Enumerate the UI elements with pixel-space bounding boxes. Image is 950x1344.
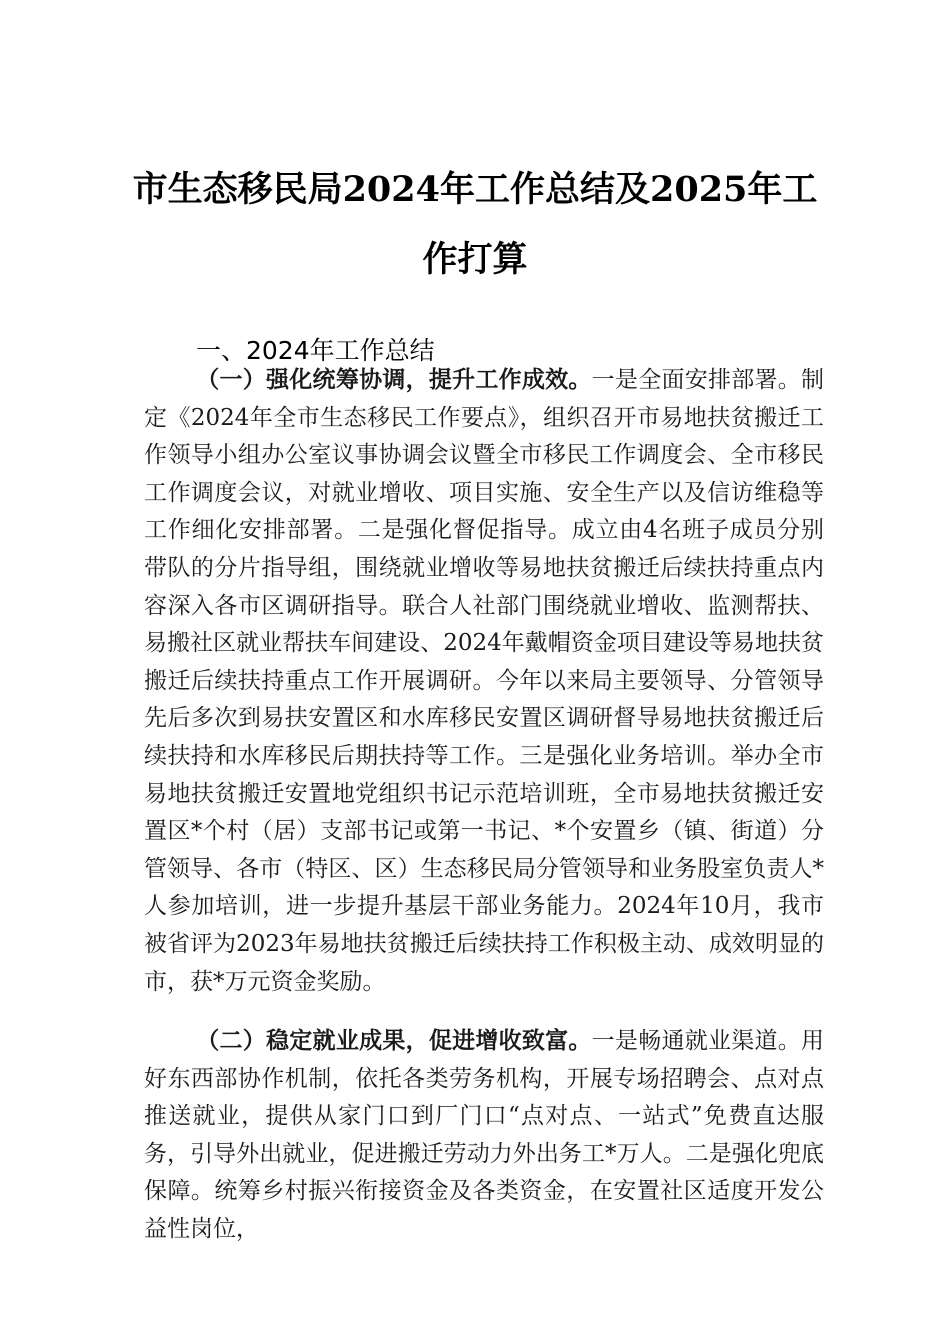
section-heading: 一、2024年工作总结 xyxy=(196,336,435,365)
document-title-line-1: 市生态移民局2024年工作总结及2025年工 xyxy=(132,169,818,210)
document-title-line-2: 作打算 xyxy=(422,239,528,280)
paragraph-2-lead: （二）稳定就业成果，促进增收致富。 xyxy=(196,1027,592,1054)
paragraph-1-lead: （一）强化统筹协调，提升工作成效。 xyxy=(196,366,592,393)
paragraph-1 xyxy=(144,361,824,1001)
paragraph-1-text: 一是全面安排部署。制定《2024年全市生态移民工作要点》，组织召开市易地扶贫搬迁工作领导小组办公室议事协调会议暨全市移民工作调度会、全市移民工作调度会议，对就业增收、项目实施、安全生产以及信访维稳等工作细化安排部署。二是强化督促指导。成立由4名班子成员分别带队的分片指导组，围绕就业增收等易地扶贫搬迁后续扶持重点内容深入各市区调研指导。联合人社部门围绕就业增收、监测帮扶、易搬社区就业帮扶车间建设、2024年戴帽资金项目建设等易地扶贫搬迁后续扶持重点工作开展调研。今年以来局主要领导、分管领导先后多次到易扶安置区和水库移民安置区调研督导易地扶贫搬迁后续扶持和水库移民后期扶持等工作。三是强化业务培训。举办全市易地扶贫搬迁安置地党组织书记示范培训班，全市易地扶贫搬迁安置区*个村（居）支部书记或第一书记、*个安置乡（镇、街道）分管领导、各市（特区、区）生态移民局分管领导和业务股室负责人*人参加培训，进一步提升基层干部业务能力。2024年10月，我市被省评为2023年易地扶贫搬迁后续扶持工作积极主动、成效明显的市，获*万元资金奖励。 xyxy=(144,367,825,995)
paragraph-2-text: 一是畅通就业渠道。用好东西部协作机制，依托各类劳务机构，开展专场招聘会、点对点推送就业，提供从家门口到厂门口“点对点、一站式”免费直达服务，引导外出就业，促进搬迁劳动力外出务工*万人。二是强化兜底保障。统筹乡村振兴衔接资金及各类资金，在安置社区适度开发公益性岗位， xyxy=(144,1028,825,1242)
paragraph-2 xyxy=(144,1022,824,1249)
